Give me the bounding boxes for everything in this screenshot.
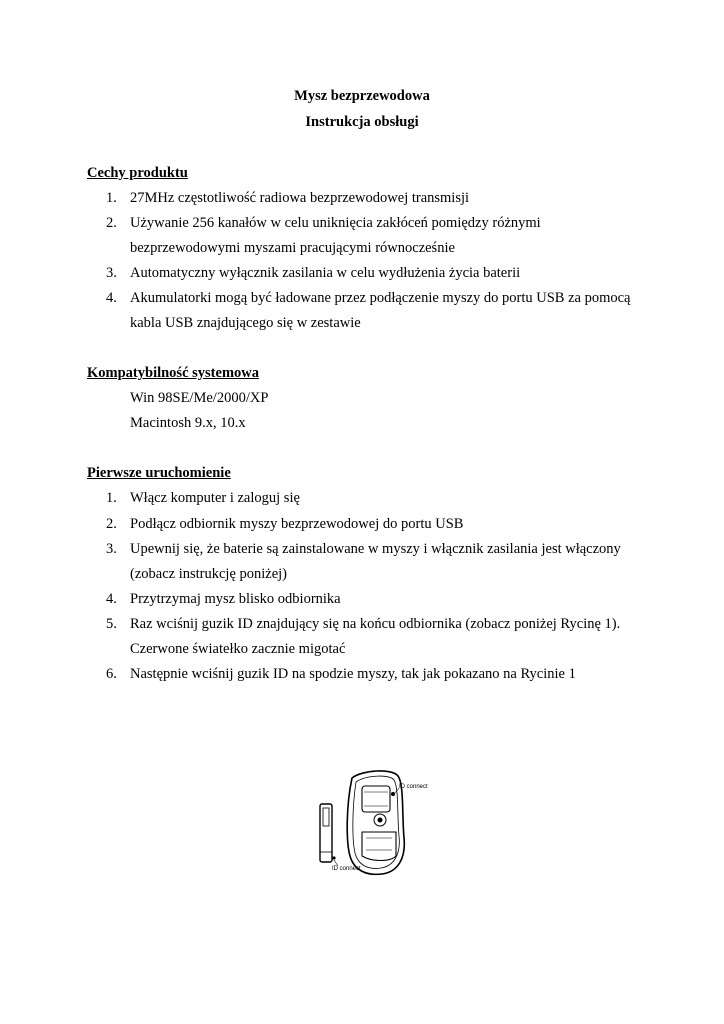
setup-item-6-line-1: Następnie wciśnij guzik ID na spodzie myszy, tak jak pokazano na Rycinie 1: [130, 666, 576, 682]
features-item-4-line-1: Akumulatorki mogą być ładowane przez podłączenie myszy do portu USB za pomocą: [130, 290, 631, 306]
setup-item-5-num: 5.: [106, 616, 117, 632]
compat-line-1: Win 98SE/Me/2000/XP: [130, 390, 269, 406]
features-item-4-num: 4.: [106, 290, 117, 306]
doc-title: Mysz bezprzewodowa: [294, 88, 430, 104]
mouse-id-connect-label: ID connect: [399, 784, 428, 790]
setup-item-6-num: 6.: [106, 666, 117, 682]
compat-line-2: Macintosh 9.x, 10.x: [130, 415, 246, 431]
features-item-2-line-1: Używanie 256 kanałów w celu uniknięcia zakłóceń pomiędzy różnymi: [130, 215, 541, 231]
receiver-id-connect-label: ID connect: [332, 866, 361, 872]
mouse-figure: [300, 766, 430, 878]
features-item-2-num: 2.: [106, 215, 117, 231]
features-item-1-num: 1.: [106, 190, 117, 206]
setup-item-4-num: 4.: [106, 591, 117, 607]
setup-item-1-num: 1.: [106, 490, 117, 506]
setup-heading: Pierwsze uruchomienie: [87, 465, 231, 481]
features-item-3-line-1: Automatyczny wyłącznik zasilania w celu wydłużenia życia baterii: [130, 265, 521, 281]
setup-item-3-num: 3.: [106, 541, 117, 557]
setup-item-3-line-2: (zobacz instrukcję poniżej): [130, 566, 288, 582]
compat-heading: Kompatybilność systemowa: [87, 365, 259, 381]
features-item-3-num: 3.: [106, 265, 117, 281]
setup-item-2-num: 2.: [106, 516, 117, 532]
features-item-1-line-1: 27MHz częstotliwość radiowa bezprzewodowej transmisji: [130, 190, 470, 206]
doc-subtitle: Instrukcja obsługi: [305, 114, 419, 130]
setup-item-1-line-1: Włącz komputer i zaloguj się: [130, 490, 300, 506]
setup-item-3-line-1: Upewnij się, że baterie są zainstalowane w myszy i włącznik zasilania jest włączony: [130, 541, 621, 557]
setup-item-4-line-1: Przytrzymaj mysz blisko odbiornika: [130, 591, 341, 607]
setup-item-5-line-1: Raz wciśnij guzik ID znajdujący się na końcu odbiornika (zobacz poniżej Rycinę 1).: [130, 616, 621, 632]
mouse-illustration: [300, 766, 430, 878]
features-heading: Cechy produktu: [87, 165, 188, 181]
setup-item-5-line-2: Czerwone światełko zacznie migotać: [130, 641, 346, 657]
features-item-4-line-2: kabla USB znajdującego się w zestawie: [130, 315, 361, 331]
setup-item-2-line-1: Podłącz odbiornik myszy bezprzewodowej do portu USB: [130, 516, 464, 532]
features-item-2-line-2: bezprzewodowymi myszami pracującymi równocześnie: [130, 240, 455, 256]
